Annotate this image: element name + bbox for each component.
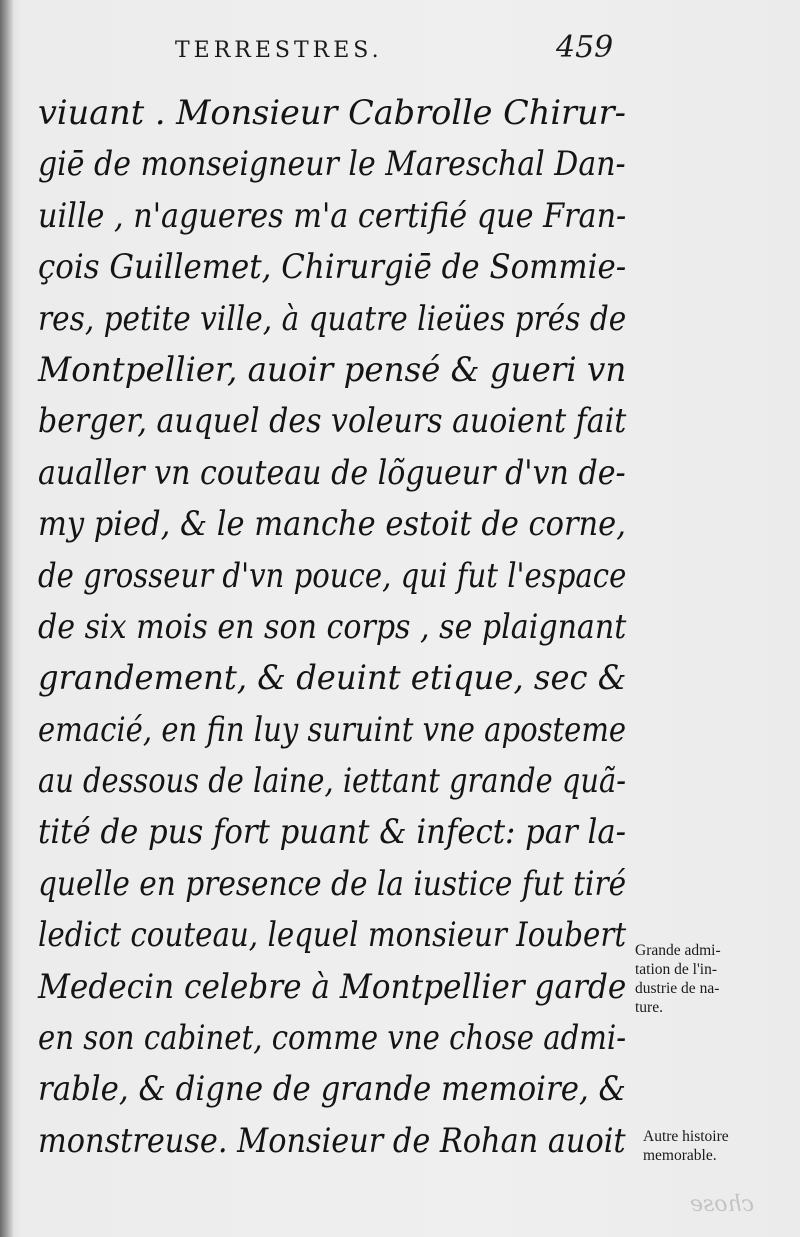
bleed-through-text: chose: [690, 1192, 755, 1217]
text-line: de six mois en son corps , se plaignant: [38, 606, 627, 647]
text-line: quelle en presence de la iustice fut tiré: [38, 863, 627, 904]
body-text: [38, 88, 638, 1167]
margin-note-industry: [635, 941, 721, 1017]
text-line: berger, auquel des voleurs auoient fait: [38, 401, 627, 442]
margin-note-line: memorable.: [643, 1147, 717, 1164]
margin-note-line: dustrie de na-: [635, 980, 720, 997]
text-line: çois Guillemet, Chirurgiē de Sommie-: [38, 247, 627, 288]
margin-note-line: tation de l'in-: [635, 961, 717, 978]
text-line: emacié, en fin luy suruint vne aposteme: [38, 709, 627, 750]
text-line: my pied, & le manche estoit de corne,: [38, 504, 626, 545]
text-line: rable, & digne de grande memoire, &: [38, 1069, 626, 1110]
gutter-shadow: [0, 0, 14, 1237]
margin-note-history: [643, 1127, 729, 1165]
text-line: aualler vn couteau de lõgueur d'vn de-: [38, 452, 626, 493]
margin-note-line: Autre histoire: [643, 1128, 729, 1145]
text-line: de grosseur d'vn pouce, qui fut l'espace: [38, 555, 627, 596]
running-head: [0, 28, 800, 78]
text-line: au dessous de laine, iettant grande quã-: [38, 761, 626, 802]
text-line: giē de monseigneur le Mareschal Dan-: [38, 144, 626, 185]
text-line: Medecin celebre à Montpellier garde: [38, 966, 627, 1007]
text-line: uille , n'agueres m'a certifié que Fran-: [38, 195, 627, 236]
running-head-title: TERRESTRES.: [175, 38, 383, 63]
margin-note-line: Grande admi-: [635, 942, 721, 959]
text-line: ledict couteau, lequel monsieur Ioubert: [38, 915, 627, 956]
text-line: monstreuse. Monsieur de Rohan auoit: [38, 1120, 626, 1161]
text-line: viuant . Monsieur Cabrolle Chirur-: [38, 93, 626, 133]
margin-note-line: ture.: [635, 999, 663, 1016]
text-line: en son cabinet, comme vne chose admi-: [38, 1018, 627, 1059]
text-line: grandement, & deuint etique, sec &: [38, 658, 627, 699]
page-number: 459: [556, 30, 614, 65]
text-line: Montpellier, auoir pensé & gueri vn: [38, 349, 627, 390]
text-line: tité de pus fort puant & infect: par la-: [38, 812, 627, 853]
text-line: res, petite ville, à quatre lieües prés de: [38, 298, 627, 339]
